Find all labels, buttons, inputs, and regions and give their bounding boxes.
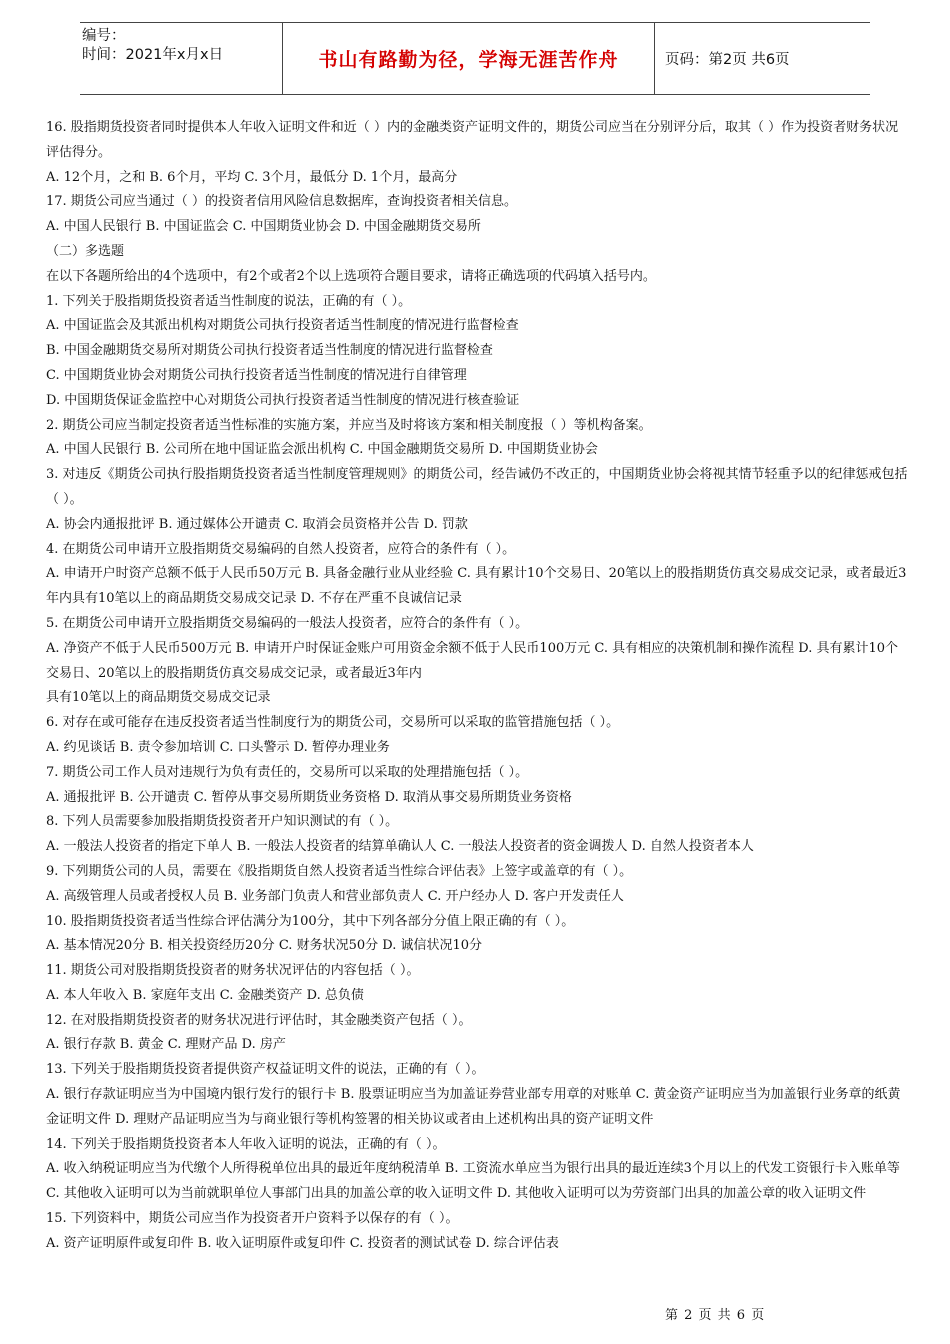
text-line: 5. 在期货公司申请开立股指期货交易编码的一般法人投资者，应符合的条件有（ ）。 <box>46 615 529 631</box>
text-line: 12. 在对股指期货投资者的财务状况进行评估时，其金融类资产包括（ ）。 <box>46 1012 472 1028</box>
text-line: 9. 下列期货公司的人员，需要在《股指期货自然人投资者适当性综合评估表》上签字或盖章的有（ ）。 <box>46 863 633 879</box>
page-header <box>80 22 870 95</box>
text-line: 2. 期货公司应当制定投资者适当性标准的实施方案，并应当及时将该方案和相关制度报（ ）等机构备案。 <box>46 417 652 433</box>
text-line: A. 约见谈话 B. 责令参加培训 C. 口头警示 D. 暂停办理业务 <box>46 739 390 755</box>
text-line: A. 本人年收入 B. 家庭年支出 C. 金融类资产 D. 总负债 <box>46 987 364 1003</box>
text-line: 4. 在期货公司申请开立股指期货交易编码的自然人投资者，应符合的条件有（ ）。 <box>46 541 516 557</box>
text-line: 7. 期货公司工作人员对违规行为负有责任的，交易所可以采取的处理措施包括（ ）。 <box>46 764 529 780</box>
text-line: A. 银行存款证明应当为中国境内银行发行的银行卡 B. 股票证明应当为加盖证券营业部专用章的对账单 C. 黄金资产证明应当为加盖银行业务章的纸黄金证明文件 D. 理财产品证明应当为与商业银行等机构签署的相关协议或者由上述机构出具的资产证明文件 <box>46 1087 901 1127</box>
text-line: 17. 期货公司应当通过（ ）的投资者信用风险信息数据库，查询投资者相关信息。 <box>46 194 517 210</box>
text-line: 11. 期货公司对股指期货投资者的财务状况评估的内容包括（ ）。 <box>46 963 420 979</box>
text-line: B. 中国金融期货交易所对期货公司执行投资者适当性制度的情况进行监督检查 <box>46 343 493 359</box>
text-line: A. 中国证监会及其派出机构对期货公司执行投资者适当性制度的情况进行监督检查 <box>46 318 519 334</box>
text-line: A. 协会内通报批评 B. 通过媒体公开谴责 C. 取消会员资格并公告 D. 罚款 <box>46 516 468 532</box>
text-line: A. 中国人民银行 B. 公司所在地中国证监会派出机构 C. 中国金融期货交易所 D. 中国期货业协会 <box>46 442 598 458</box>
text-line: 14. 下列关于股指期货投资者本人年收入证明的说法，正确的有（ ）。 <box>46 1136 446 1152</box>
text-line: A. 高级管理人员或者授权人员 B. 业务部门负责人和营业部负责人 C. 开户经办人 D. 客户开发责任人 <box>46 888 624 904</box>
text-line: A. 中国人民银行 B. 中国证监会 C. 中国期货业协会 D. 中国金融期货交易所 <box>46 219 481 235</box>
header-info-cell <box>80 23 283 94</box>
document-time-label: 时间：2021年x月x日 <box>82 47 224 63</box>
text-line: A. 申请开户时资产总额不低于人民币50万元 B. 具备金融行业从业经验 C. 具有累计10个交易日、20笔以上的股指期货仿真交易成交记录，或者最近3年内具有10笔以上的商品期货交易成交记录 D. 不存在严重不良诚信记录 <box>46 566 907 607</box>
text-line: A. 基本情况20分 B. 相关投资经历20分 C. 财务状况50分 D. 诚信状况10分 <box>46 938 483 954</box>
text-line: A. 通报批评 B. 公开谴责 C. 暂停从事交易所期货业务资格 D. 取消从事交易所期货业务资格 <box>46 789 572 805</box>
text-line: A. 一般法人投资者的指定下单人 B. 一般法人投资者的结算单确认人 C. 一般法人投资者的资金调拨人 D. 自然人投资者本人 <box>46 839 754 855</box>
text-line: 具有10笔以上的商品期货交易成交记录 <box>46 690 271 706</box>
document-number-label: 编号： <box>82 28 126 44</box>
text-line: （二）多选题 <box>46 243 125 259</box>
text-line: C. 中国期货业协会对期货公司执行投资者适当性制度的情况进行自律管理 <box>46 367 467 383</box>
text-line: 13. 下列关于股指期货投资者提供资产权益证明文件的说法，正确的有（ ）。 <box>46 1062 485 1078</box>
text-line: 1. 下列关于股指期货投资者适当性制度的说法，正确的有（ ）。 <box>46 293 412 309</box>
document-body <box>46 116 908 1257</box>
text-line: 16. 股指期货投资者同时提供本人年收入证明文件和近（ ）内的金融类资产证明文件的，期货公司应当在分别评分后，取其（ ）作为投资者财务状况评估得分。 <box>46 120 899 160</box>
header-motto: 书山有路勤为径，学海无涯苦作舟 <box>283 23 655 94</box>
text-line: 10. 股指期货投资者适当性综合评估满分为100分，其中下列各部分分值上限正确的有（ ）。 <box>46 913 575 929</box>
text-line: A. 12个月，之和 B. 6个月，平均 C. 3个月，最低分 D. 1个月，最高分 <box>46 169 458 185</box>
text-line: 在以下各题所给出的4个选项中，有2个或者2个以上选项符合题目要求，请将正确选项的代码填入括号内。 <box>46 268 656 284</box>
text-line: D. 中国期货保证金监控中心对期货公司执行投资者适当性制度的情况进行核查验证 <box>46 392 520 408</box>
text-line: A. 银行存款 B. 黄金 C. 理财产品 D. 房产 <box>46 1037 286 1053</box>
page-footer: 第 2 页 共 6 页 <box>665 1308 766 1323</box>
text-line: 8. 下列人员需要参加股指期货投资者开户知识测试的有（ ）。 <box>46 814 399 830</box>
text-line: A. 净资产不低于人民币500万元 B. 申请开户时保证金账户可用资金余额不低于人民币100万元 C. 具有相应的决策机制和操作流程 D. 具有累计10个交易日、20笔以上的股指期货仿真交易成交记录，或者最近3年内 <box>46 640 899 681</box>
text-line: 15. 下列资料中，期货公司应当作为投资者开户资料予以保存的有（ ）。 <box>46 1211 459 1227</box>
text-line: A. 资产证明原件或复印件 B. 收入证明原件或复印件 C. 投资者的测试试卷 D. 综合评估表 <box>46 1235 559 1251</box>
header-page-number: 页码：第2页 共6页 <box>665 52 790 68</box>
text-line: 6. 对存在或可能存在违反投资者适当性制度行为的期货公司，交易所可以采取的监管措施包括（ ）。 <box>46 715 620 731</box>
text-line: 3. 对违反《期货公司执行股指期货投资者适当性制度管理规则》的期货公司，经告诫仍不改正的，中国期货业协会将视其情节轻重予以的纪律惩戒包括（ ）。 <box>46 467 908 507</box>
text-line: A. 收入纳税证明应当为代缴个人所得税单位出具的最近年度纳税清单 B. 工资流水单应当为银行出具的最近连续3个月以上的代发工资银行卡入账单等 C. 其他收入证明可以为当前就职单位人事部门出具的加盖公章的收入证明文件 D. 其他收入证明可以为劳资部门出具的加盖公章的收入证明文件 <box>46 1161 900 1202</box>
